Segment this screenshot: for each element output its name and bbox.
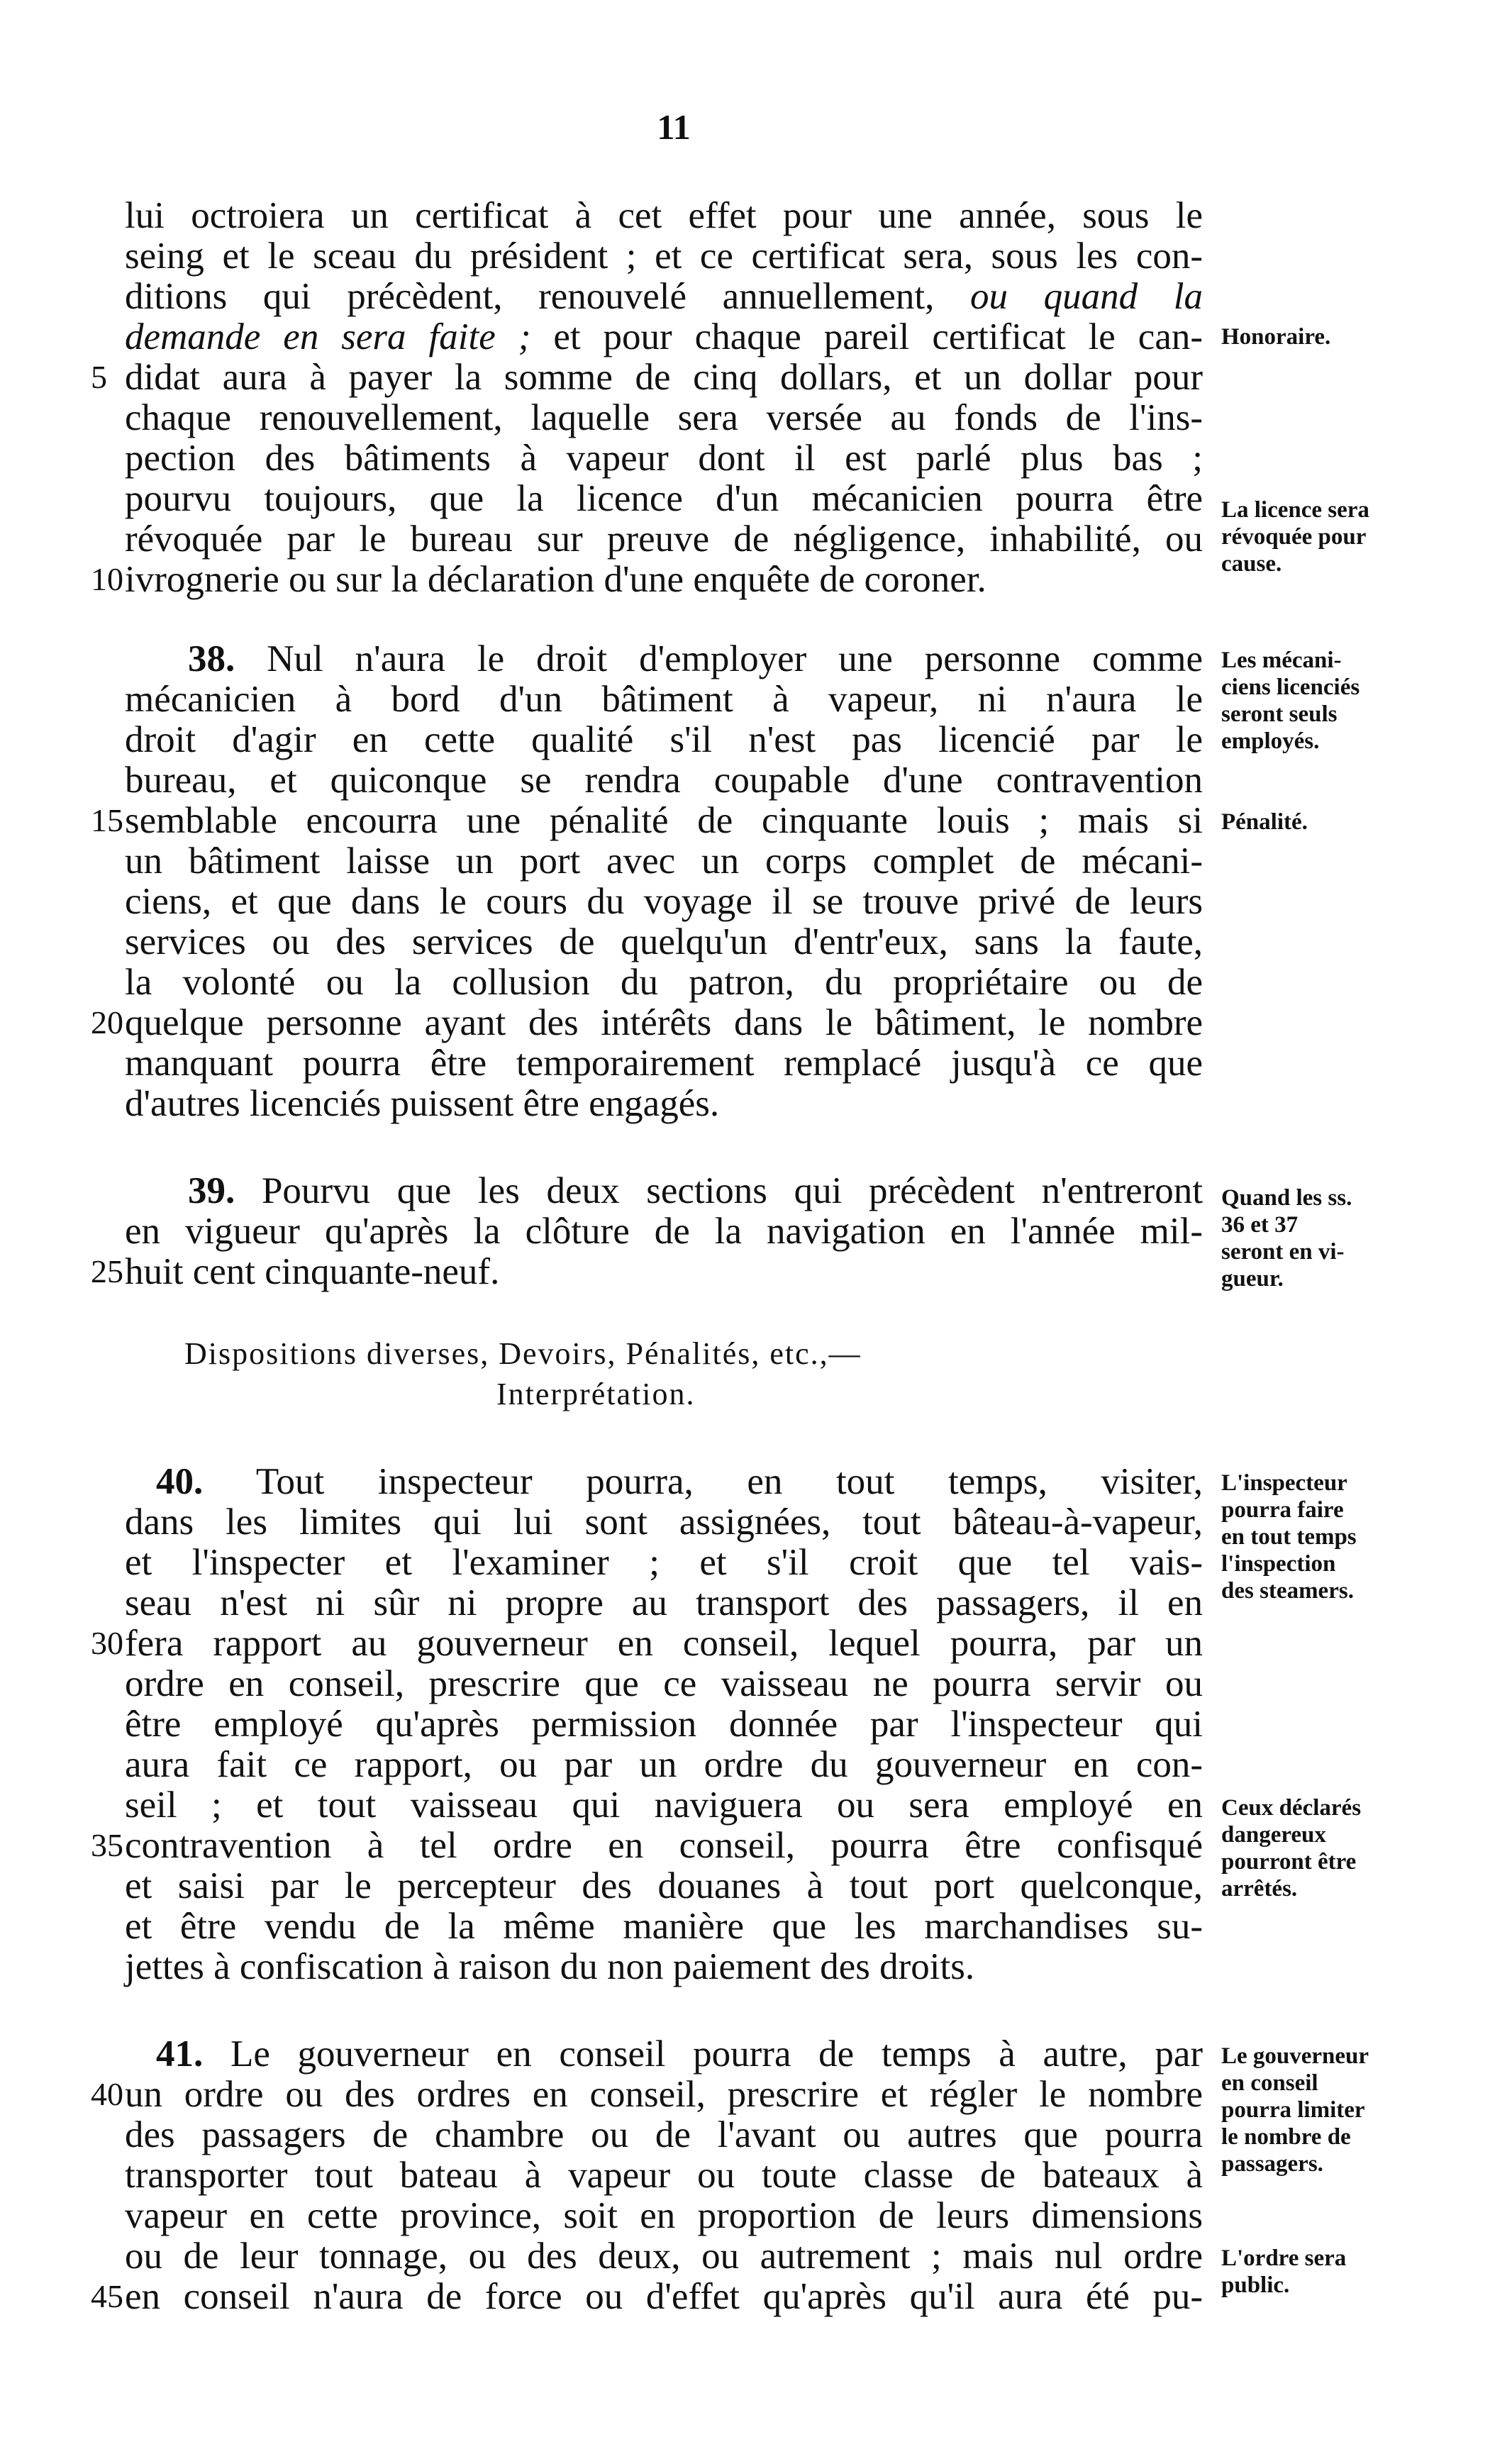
text-line	[156, 2033, 1203, 2075]
text-line: et saisi par le percepteur des douanes à tout port quelconque,	[125, 1865, 1203, 1906]
text-line: chaque renouvellement, laquelle sera versée au fonds de l'ins-	[125, 397, 1203, 438]
marginal-note-line: pourront être	[1221, 1849, 1357, 1875]
text-line: didat aura à payer la somme de cinq dollars, et un dollar pour	[125, 357, 1203, 398]
section-number: 40.	[156, 1461, 204, 1502]
text-line: transporter tout bateau à vapeur ou toute classe de bateaux à	[125, 2155, 1203, 2196]
line-number: 25	[91, 1253, 123, 1289]
marginal-note-line: 36 et 37	[1221, 1212, 1299, 1238]
marginal-note-line: La licence sera	[1221, 497, 1369, 523]
marginal-note-line: arrêtés.	[1221, 1876, 1298, 1901]
text-line: ciens, et que dans le cours du voyage il se trouve privé de leurs	[125, 881, 1203, 922]
text-line: contravention à tel ordre en conseil, pourra être confisqué	[125, 1825, 1203, 1866]
text-line: et être vendu de la même manière que les marchandises su-	[125, 1906, 1203, 1947]
marginal-note	[1221, 323, 1448, 350]
text-line: en conseil n'aura de force ou d'effet qu'après qu'il aura été pu-	[125, 2276, 1203, 2317]
marginal-note-line: Les mécani-	[1221, 648, 1342, 673]
text-line: seil ; et tout vaisseau qui naviguera ou sera employé en	[125, 1784, 1203, 1826]
text-line: semblable encourra une pénalité de cinquante louis ; mais si	[125, 800, 1203, 841]
text-span: Le gouverneur en conseil pourra de temps à autre, par	[230, 2033, 1203, 2075]
text-line	[188, 1170, 1203, 1211]
marginal-note-line: dangereux	[1221, 1822, 1326, 1848]
text-line: manquant pourra être temporairement remplacé jusqu'à ce que	[125, 1043, 1203, 1084]
text-line: d'autres licenciés puissent être engagés.	[125, 1083, 720, 1124]
text-line: être employé qu'après permission donnée par l'inspecteur qui	[125, 1704, 1203, 1745]
text-line	[156, 1461, 1203, 1502]
line-number: 45	[91, 2278, 123, 2314]
marginal-note-line: Quand les ss.	[1221, 1185, 1352, 1211]
section-heading: Interprétation.	[496, 1377, 696, 1411]
line-number: 40	[91, 2076, 123, 2112]
text-line: la volonté ou la collusion du patron, du propriétaire ou de	[125, 962, 1203, 1003]
text-line	[125, 316, 1203, 357]
text-line: seing et le sceau du président ; et ce certificat sera, sous les con-	[125, 235, 1203, 277]
text-span: ditions qui précèdent, renouvelé annuellement,	[125, 276, 935, 317]
section-number: 38.	[188, 638, 235, 679]
text-line: quelque personne ayant des intérêts dans le bâtiment, le nombre	[125, 1002, 1203, 1043]
marginal-note-line: en tout temps	[1221, 1524, 1357, 1550]
text-line: dans les limites qui lui sont assignées, tout bâteau-à-vapeur,	[125, 1501, 1203, 1543]
marginal-note-line: Pénalité.	[1221, 809, 1308, 835]
marginal-note-line: cause.	[1221, 551, 1282, 577]
italic-span: demande en sera faite ;	[125, 316, 531, 357]
marginal-note	[1221, 647, 1448, 755]
text-line: un bâtiment laisse un port avec un corps complet de mécani-	[125, 840, 1203, 882]
text-line: un ordre ou des ordres en conseil, prescrire et régler le nombre	[125, 2074, 1203, 2115]
marginal-note-line: public.	[1221, 2272, 1290, 2298]
marginal-note-line: en conseil	[1221, 2070, 1318, 2096]
text-line: ordre en conseil, prescrire que ce vaisseau ne pourra servir ou	[125, 1663, 1203, 1704]
marginal-note	[1221, 1470, 1448, 1604]
marginal-note-line: ciens licenciés	[1221, 674, 1360, 700]
text-line: et l'inspecter et l'examiner ; et s'il croit que tel vais-	[125, 1542, 1203, 1583]
section-heading: Dispositions diverses, Devoirs, Pénalités, etc.,—	[184, 1336, 862, 1371]
text-line: des passagers de chambre ou de l'avant ou autres que pourra	[125, 2114, 1203, 2155]
text-line: en vigueur qu'après la clôture de la navigation en l'année mil-	[125, 1211, 1203, 1252]
marginal-note-line: Le gouverneur	[1221, 2043, 1369, 2069]
marginal-note	[1221, 2245, 1448, 2299]
text-line: ou de leur tonnage, ou des deux, ou autrement ; mais nul ordre	[125, 2236, 1203, 2277]
text-line: pection des bâtiments à vapeur dont il est parlé plus bas ;	[125, 438, 1203, 479]
text-span: et pour chaque pareil certificat le can-	[553, 316, 1203, 357]
text-line: vapeur en cette province, soit en proportion de leurs dimensions	[125, 2195, 1203, 2236]
text-line: révoquée par le bureau sur preuve de négligence, inhabilité, ou	[125, 518, 1203, 560]
text-line: seau n'est ni sûr ni propre au transport des passagers, il en	[125, 1582, 1203, 1623]
text-line: mécanicien à bord d'un bâtiment à vapeur, ni n'aura le	[125, 679, 1203, 720]
marginal-note	[1221, 1184, 1448, 1292]
marginal-note-line: pourra limiter	[1221, 2097, 1365, 2123]
page-number: 11	[657, 107, 691, 147]
text-line: bureau, et quiconque se rendra coupable d'une contravention	[125, 760, 1203, 801]
text-span: Pourvu que les deux sections qui précèdent n'entreront	[261, 1170, 1204, 1211]
marginal-note-line: révoquée pour	[1221, 524, 1367, 550]
italic-span: ou quand la	[970, 276, 1203, 317]
marginal-note-line: L'ordre sera	[1221, 2245, 1347, 2271]
line-number: 10	[91, 561, 123, 597]
section-number: 39.	[188, 1170, 235, 1211]
text-line: pourvu toujours, que la licence d'un mécanicien pourra être	[125, 478, 1203, 519]
text-line: jettes à confiscation à raison du non paiement des droits.	[125, 1946, 975, 1987]
text-line: fera rapport au gouverneur en conseil, lequel pourra, par un	[125, 1623, 1203, 1664]
text-line: ivrognerie ou sur la déclaration d'une enquête de coroner.	[125, 559, 986, 600]
marginal-note	[1221, 2043, 1448, 2177]
line-number: 15	[91, 802, 123, 838]
marginal-note-line: l'inspection	[1221, 1551, 1336, 1577]
text-line: aura fait ce rapport, ou par un ordre du gouverneur en con-	[125, 1744, 1203, 1785]
text-line	[188, 638, 1203, 679]
line-number: 20	[91, 1004, 123, 1040]
marginal-note-line: gueur.	[1221, 1266, 1284, 1292]
marginal-note-line: passagers.	[1221, 2151, 1323, 2177]
marginal-note-line: Honoraire.	[1221, 324, 1331, 350]
marginal-note-line: pourra faire	[1221, 1497, 1344, 1523]
section-number: 41.	[156, 2033, 204, 2075]
text-span: Tout inspecteur pourra, en tout temps, visiter,	[255, 1461, 1203, 1502]
text-line	[125, 276, 1203, 317]
line-number: 5	[91, 359, 107, 395]
text-line: services ou des services de quelqu'un d'entr'eux, sans la faute,	[125, 921, 1203, 962]
marginal-note-line: Ceux déclarés	[1221, 1795, 1362, 1821]
marginal-note	[1221, 809, 1448, 835]
line-number: 30	[91, 1625, 123, 1661]
text-span: Nul n'aura le droit d'employer une personne comme	[267, 638, 1203, 679]
marginal-note-line: L'inspecteur	[1221, 1470, 1347, 1496]
marginal-note	[1221, 1794, 1448, 1902]
line-number: 35	[91, 1827, 123, 1863]
marginal-note-line: seront seuls	[1221, 701, 1338, 727]
marginal-note	[1221, 496, 1448, 577]
marginal-note-line: employés.	[1221, 728, 1320, 754]
marginal-note-line: le nombre de	[1221, 2124, 1351, 2150]
marginal-note-line: seront en vi-	[1221, 1239, 1345, 1265]
text-line: droit d'agir en cette qualité s'il n'est pas licencié par le	[125, 719, 1203, 760]
text-line: huit cent cinquante-neuf.	[125, 1251, 500, 1292]
text-line: lui octroiera un certificat à cet effet pour une année, sous le	[125, 195, 1203, 236]
marginal-note-line: des steamers.	[1221, 1578, 1354, 1604]
